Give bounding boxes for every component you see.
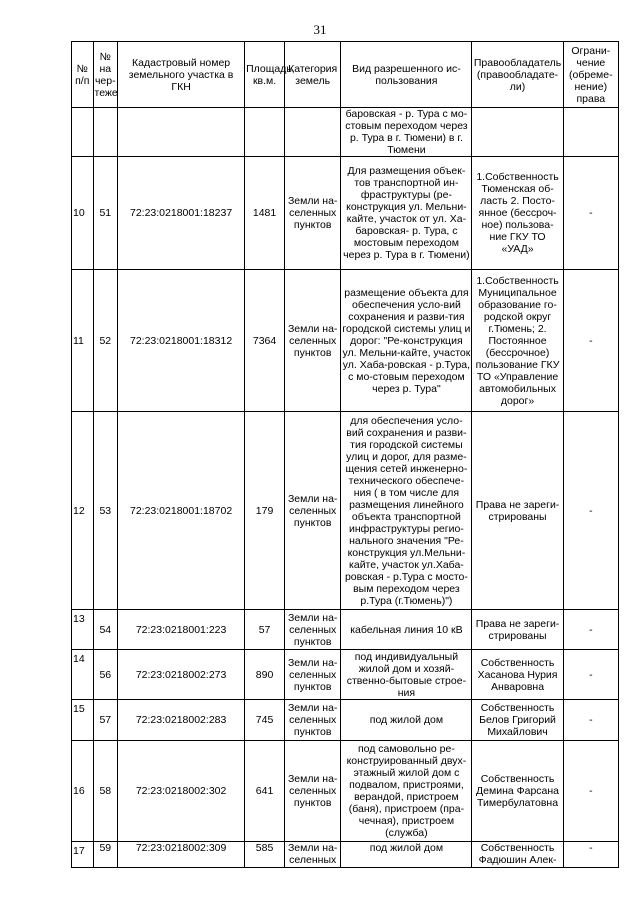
cell-land-category: Земли на-селенных пунктов bbox=[285, 700, 341, 741]
table-row bbox=[72, 108, 619, 157]
cell-owner: Права не зареги-стрированы bbox=[472, 412, 563, 610]
cell-cadastral-number: 72:23:0218002:302 bbox=[118, 741, 245, 842]
cell-row-number: 14 bbox=[72, 650, 94, 700]
cell-drawing-number: 52 bbox=[93, 270, 118, 412]
cell-owner: 1.Собственность Тюменская об-ласть 2. Посто-янное (бессроч-ное) пользова-ние ГКУ ТО «УАД» bbox=[472, 157, 563, 270]
cell-area: 179 bbox=[245, 412, 285, 610]
cell-restriction: - bbox=[563, 610, 618, 650]
cell-restriction: - bbox=[563, 700, 618, 741]
cell-permitted-use: для обеспечения усло-вий сохранения и разви-тия городской системы улиц и дорог, для разме-щения сетей инженерно-технического обеспече-ния ( в том числе для размещения линейного объекта транспортной инфраструктуры регио-нального значения "Ре-конструкция ул.Мельни-кайте, участок ул.Хаба-ровская - р.Тура с мосто-вым переходом через р.Тура (г.Тюмень)") bbox=[341, 412, 472, 610]
land-plots-table bbox=[71, 41, 619, 868]
header-restriction: Ограни-чение (обреме-нение) права bbox=[563, 42, 618, 108]
cell-land-category: Земли на-селенных bbox=[285, 842, 341, 868]
cell-owner: Собственность Фадюшин Алек- bbox=[472, 842, 563, 868]
cell-restriction: - bbox=[563, 650, 618, 700]
cell-restriction: - bbox=[563, 741, 618, 842]
table-row bbox=[72, 650, 619, 700]
cell-cadastral-number bbox=[118, 108, 245, 157]
cell-restriction: - bbox=[563, 270, 618, 412]
cell-drawing-number: 56 bbox=[93, 650, 118, 700]
cell-cadastral-number: 72:23:0218002:309 bbox=[118, 842, 245, 868]
header-land-category: Категория земель bbox=[285, 42, 341, 108]
cell-row-number: 16 bbox=[72, 741, 94, 842]
table-row bbox=[72, 610, 619, 650]
header-owner: Правообладатель (правообладате-ли) bbox=[472, 42, 563, 108]
cell-drawing-number bbox=[93, 108, 118, 157]
cell-land-category bbox=[285, 108, 341, 157]
cell-area: 641 bbox=[245, 741, 285, 842]
cell-area: 1481 bbox=[245, 157, 285, 270]
cell-land-category: Земли на-селенных пунктов bbox=[285, 610, 341, 650]
cell-restriction: - bbox=[563, 157, 618, 270]
table-row bbox=[72, 412, 619, 610]
table-header-row bbox=[72, 42, 619, 108]
cell-cadastral-number: 72:23:0218002:273 bbox=[118, 650, 245, 700]
cell-cadastral-number: 72:23:0218001:18237 bbox=[118, 157, 245, 270]
cell-permitted-use: под индивидуальный жилой дом и хозяй-ственно-бытовые строе-ния bbox=[341, 650, 472, 700]
cell-permitted-use: кабельная линия 10 кВ bbox=[341, 610, 472, 650]
cell-land-category: Земли на-селенных пунктов bbox=[285, 741, 341, 842]
cell-land-category: Земли на-селенных пунктов bbox=[285, 412, 341, 610]
cell-area: 57 bbox=[245, 610, 285, 650]
cell-area: 890 bbox=[245, 650, 285, 700]
cell-drawing-number: 57 bbox=[93, 700, 118, 741]
cell-land-category: Земли на-селенных пунктов bbox=[285, 270, 341, 412]
cell-row-number: 10 bbox=[72, 157, 94, 270]
cell-land-category: Земли на-селенных пунктов bbox=[285, 157, 341, 270]
header-row-number: № п/п bbox=[72, 42, 94, 108]
cell-drawing-number: 58 bbox=[93, 741, 118, 842]
cell-drawing-number: 53 bbox=[93, 412, 118, 610]
cell-area: 745 bbox=[245, 700, 285, 741]
cell-drawing-number: 54 bbox=[93, 610, 118, 650]
cell-land-category: Земли на-селенных пунктов bbox=[285, 650, 341, 700]
cell-drawing-number: 59 bbox=[93, 842, 118, 868]
table-row bbox=[72, 157, 619, 270]
cell-permitted-use: размещение объекта для обеспечения усло-вий сохранения и разви-тия городской системы улиц и дорог: "Ре-конструкция ул. Мельни-кайте, участок ул. Хаба-ровская - р.Тура, с мо-стовым переходом через р. Тура" bbox=[341, 270, 472, 412]
cell-area: 7364 bbox=[245, 270, 285, 412]
cell-owner: Собственность Демина Фарсана Тимербулатовна bbox=[472, 741, 563, 842]
cell-row-number: 12 bbox=[72, 412, 94, 610]
table-row bbox=[72, 741, 619, 842]
page-number: 31 bbox=[313, 22, 327, 37]
header-permitted-use: Вид разрешенного ис-пользования bbox=[341, 42, 472, 108]
cell-area bbox=[245, 108, 285, 157]
cell-restriction: - bbox=[563, 842, 618, 868]
cell-cadastral-number: 72:23:0218001:223 bbox=[118, 610, 245, 650]
cell-permitted-use: под жилой дом bbox=[341, 700, 472, 741]
cell-cadastral-number: 72:23:0218001:18702 bbox=[118, 412, 245, 610]
cell-cadastral-number: 72:23:0218001:18312 bbox=[118, 270, 245, 412]
cell-owner bbox=[472, 108, 563, 157]
cell-drawing-number: 51 bbox=[93, 157, 118, 270]
table-row bbox=[72, 700, 619, 741]
cell-row-number: 11 bbox=[72, 270, 94, 412]
cell-cadastral-number: 72:23:0218002:283 bbox=[118, 700, 245, 741]
cell-row-number: 13 bbox=[72, 610, 94, 650]
cell-restriction bbox=[563, 108, 618, 157]
header-drawing-number: № на чер-теже bbox=[93, 42, 118, 108]
cell-owner: Собственность Белов Григорий Михайлович bbox=[472, 700, 563, 741]
cell-permitted-use: под жилой дом bbox=[341, 842, 472, 868]
cell-area: 585 bbox=[245, 842, 285, 868]
header-cadastral-number: Кадастровый номер земельного участка в ГКН bbox=[118, 42, 245, 108]
cell-owner: Права не зареги-стрированы bbox=[472, 610, 563, 650]
cell-owner: Собственность Хасанова Нурия Анваровна bbox=[472, 650, 563, 700]
table-row bbox=[72, 842, 619, 868]
table-row bbox=[72, 270, 619, 412]
cell-owner: 1.Собственность Муниципальное образование го-родской округ г.Тюмень; 2. Постоянное (бессрочное) пользование ГКУ ТО «Управление автомобильных дорог» bbox=[472, 270, 563, 412]
cell-permitted-use: Для размещения объек-тов транспортной ин-фраструктуры (ре-конструкция ул. Мельни-кайте, участок от ул. Ха-баровская- р. Тура, с мостовым переходом через р. Тура в г. Тюмени) bbox=[341, 157, 472, 270]
cell-row-number: 17 bbox=[72, 842, 94, 868]
cell-row-number: 15 bbox=[72, 700, 94, 741]
cell-restriction: - bbox=[563, 412, 618, 610]
cell-permitted-use: баровская - р. Тура с мо-стовым переходом через р. Тура в г. Тюмени) в г. Тюмени bbox=[341, 108, 472, 157]
header-area: Площадь, кв.м. bbox=[245, 42, 285, 108]
cell-row-number bbox=[72, 108, 94, 157]
cell-permitted-use: под самовольно ре-конструированный двух-этажный жилой дом с подвалом, пристроями, верандой, пристроем (баня), пристроем (пра-чечная), пристроем (служба) bbox=[341, 741, 472, 842]
